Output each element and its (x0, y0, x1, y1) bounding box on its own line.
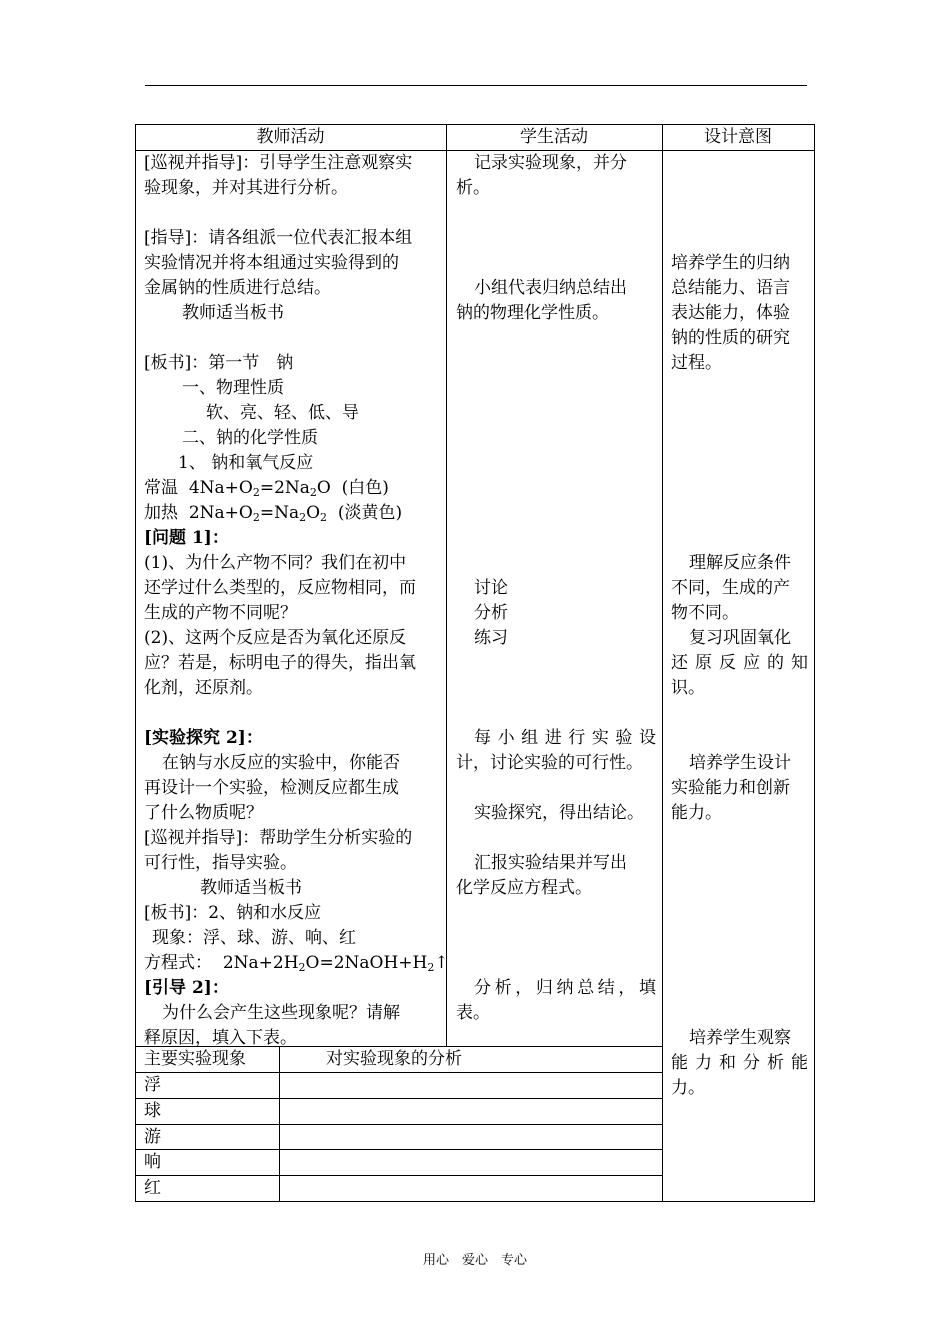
header-student: 学生活动 (520, 127, 588, 147)
teacher-text: 在钠与水反应的实验中，你能否 (162, 753, 400, 773)
teacher-text: [巡视并指导]：帮助学生分析实验的 (144, 828, 413, 848)
teacher-text: (1)、为什么产物不同？我们在初中 (144, 553, 407, 573)
teacher-text: 可行性，指导实验。 (144, 853, 297, 873)
inner-table-row: 游 (144, 1127, 161, 1147)
student-text: 分析，归纳总结，填 (474, 978, 656, 998)
table-border-bottom (135, 1201, 815, 1202)
student-text: 分析 (474, 603, 508, 623)
inner-table-header-phenomenon: 主要实验现象 (144, 1049, 246, 1069)
design-text: 物不同。 (671, 603, 739, 623)
table-border-left (135, 124, 136, 1202)
teacher-text: 软、亮、轻、低、导 (206, 403, 359, 423)
student-text: 练习 (474, 628, 508, 648)
design-text: 复习巩固氧化 (689, 628, 791, 648)
student-text: 钠的物理化学性质。 (456, 303, 609, 323)
design-text: 不同，生成的产 (671, 578, 790, 598)
teacher-text: 教师适当板书 (200, 878, 302, 898)
design-text: 能力和分析能 (671, 1053, 808, 1073)
column-divider-2 (662, 124, 663, 1202)
design-text: 表达能力，体验 (671, 303, 790, 323)
design-text: 能力。 (671, 803, 722, 823)
blackboard-title: [板书]：2、钠和水反应 (144, 903, 322, 923)
student-text: 计，讨论实验的可行性。 (456, 753, 643, 773)
inner-table-line (135, 1149, 663, 1150)
design-text: 过程。 (671, 353, 722, 373)
header-rule (145, 85, 807, 86)
design-text: 还原反应的知 (671, 653, 808, 673)
design-text: 实验能力和创新 (671, 778, 790, 798)
blackboard-title: [板书]：第一节 钠 (144, 353, 294, 373)
inner-table-header-analysis: 对实验现象的分析 (326, 1049, 462, 1069)
teacher-text: 现象：浮、球、游、响、红 (152, 928, 356, 948)
teacher-text: 二、钠的化学性质 (182, 428, 318, 448)
equation-oxygen-heated: 加热 $2Na+O_2=Na_2O_2$ (淡黄色) (144, 503, 403, 524)
design-text: 识。 (671, 678, 705, 698)
design-text: 理解反应条件 (689, 553, 791, 573)
inner-table-line (135, 1098, 663, 1099)
teacher-text: (2)、这两个反应是否为氧化还原反 (144, 628, 407, 648)
design-text: 培养学生设计 (689, 753, 791, 773)
teacher-text: [巡视并指导]：引导学生注意观察实 (144, 153, 413, 173)
guide-2-title: [引导 2]： (144, 978, 229, 998)
column-divider-1 (446, 124, 447, 1046)
table-border-right (814, 124, 815, 1202)
inner-table-row: 浮 (144, 1075, 161, 1095)
student-text: 汇报实验结果并写出 (474, 853, 627, 873)
teacher-text: 金属钠的性质进行总结。 (144, 278, 331, 298)
inner-table-row: 球 (144, 1101, 161, 1121)
design-text: 力。 (671, 1078, 705, 1098)
teacher-text: 1、 钠和氧气反应 (178, 453, 314, 473)
student-text: 记录实验现象，并分 (474, 153, 627, 173)
student-activity-cell (456, 151, 656, 1026)
teacher-text: 一、物理性质 (182, 378, 284, 398)
header-teacher: 教师活动 (256, 127, 325, 147)
equation-water: 方程式： $2Na+2H_2O=2NaOH+H_2↑$ (144, 953, 449, 974)
inner-table-line (135, 1175, 663, 1176)
experiment-2-title: [实验探究 2]： (144, 728, 263, 748)
student-text: 析。 (456, 178, 490, 198)
teacher-text: 为什么会产生这些现象呢？请解 (162, 1003, 400, 1023)
student-text: 化学反应方程式。 (456, 878, 592, 898)
page-footer: 用心 爱心 专心 (422, 1253, 527, 1268)
inner-table-row: 红 (144, 1178, 161, 1198)
teacher-text: 应？若是，标明电子的得失，指出氧 (144, 653, 416, 673)
lesson-plan-table (135, 124, 815, 1202)
inner-table-row: 响 (144, 1152, 161, 1172)
inner-table-line (135, 1072, 663, 1073)
teacher-text: 了什么物质呢？ (144, 803, 263, 823)
teacher-text: 实验情况并将本组通过实验得到的 (144, 253, 399, 273)
teacher-text: 还学过什么类型的，反应物相同，而 (144, 578, 416, 598)
inner-table-line (135, 1124, 663, 1125)
design-text: 总结能力、语言 (671, 278, 790, 298)
student-text: 表。 (456, 1003, 490, 1023)
design-intent-cell (671, 151, 808, 1101)
teacher-text: 生成的产物不同呢？ (144, 603, 297, 623)
header-design: 设计意图 (704, 127, 772, 147)
design-text: 培养学生的归纳 (671, 253, 790, 273)
teacher-text: [指导]：请各组派一位代表汇报本组 (144, 228, 413, 248)
design-text: 培养学生观察 (689, 1028, 791, 1048)
teacher-text: 化剂，还原剂。 (144, 678, 263, 698)
student-text: 实验探究，得出结论。 (474, 803, 644, 823)
student-text: 每小组进行实验设 (474, 728, 656, 748)
equation-oxygen-normal: 常温 $4Na+O_2=2Na_2O$ (白色) (144, 478, 389, 499)
design-text: 钠的性质的研究 (671, 328, 790, 348)
teacher-text: 再设计一个实验，检测反应都生成 (144, 778, 399, 798)
question-1-title: [问题 1]： (144, 528, 229, 548)
student-text: 小组代表归纳总结出 (474, 278, 627, 298)
teacher-text: 释原因，填入下表。 (144, 1028, 297, 1048)
teacher-text: 教师适当板书 (182, 303, 284, 323)
teacher-activity-cell (144, 151, 449, 1051)
student-text: 讨论 (474, 578, 508, 598)
teacher-text: 验现象，并对其进行分析。 (144, 178, 348, 198)
